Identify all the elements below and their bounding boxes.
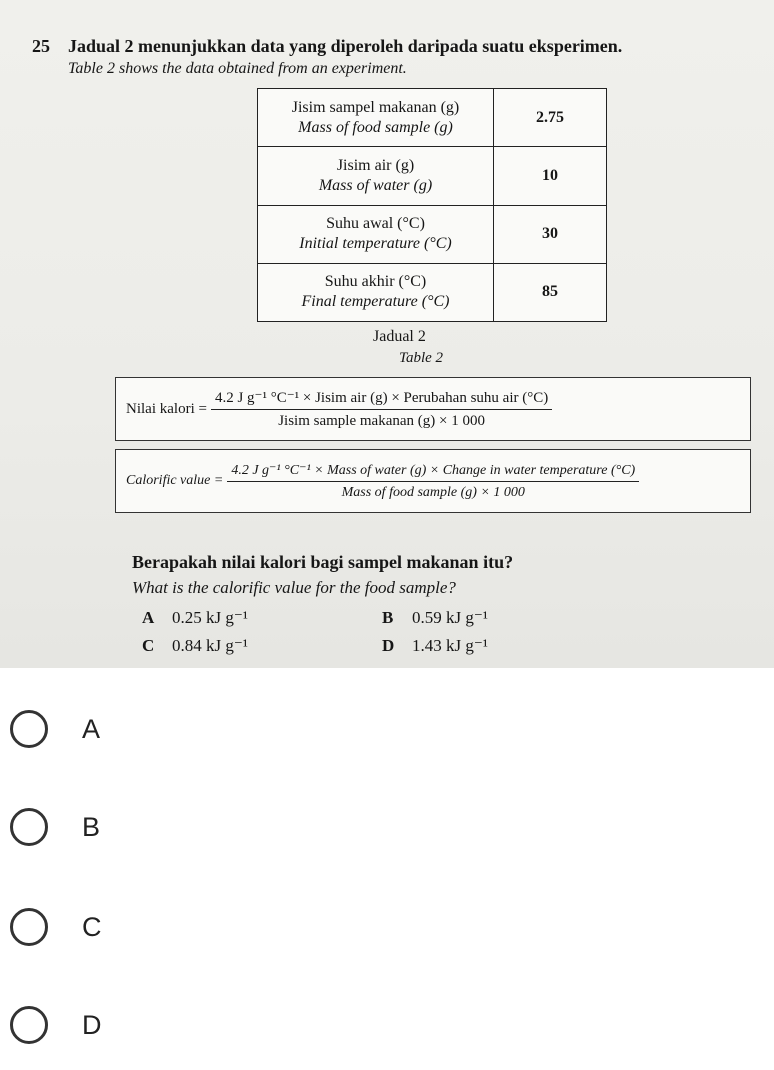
question-text-en: Table 2 shows the data obtained from an experiment. <box>68 60 407 77</box>
choice-label[interactable]: A <box>82 713 101 744</box>
choice-label[interactable]: B <box>82 811 101 842</box>
option-text: 0.84 kJ g⁻¹ <box>172 636 248 655</box>
radio-button-icon[interactable] <box>10 710 48 748</box>
formula-denominator: Jisim sample makanan (g) × 1 000 <box>278 413 485 429</box>
choice-c[interactable] <box>10 905 102 949</box>
question-number: 25 <box>32 36 50 56</box>
table-row <box>258 205 607 263</box>
ask-text-en: What is the calorific value for the food sample? <box>132 578 456 597</box>
table-row <box>258 147 607 205</box>
radio-button-icon[interactable] <box>10 908 48 946</box>
option-d <box>382 636 488 656</box>
formula-denominator: Mass of food sample (g) × 1 000 <box>341 484 525 500</box>
choice-d[interactable] <box>10 1003 102 1047</box>
formula-numerator: 4.2 J g⁻¹ °C⁻¹ × Mass of water (g) × Change in water temperature (°C) <box>227 462 639 482</box>
choice-label[interactable]: C <box>82 911 102 942</box>
question-text-ms: Jadual 2 menunjukkan data yang diperoleh daripada suatu eksperimen. <box>68 36 623 56</box>
radio-button-icon[interactable] <box>10 808 48 846</box>
choice-b[interactable] <box>10 805 100 849</box>
option-c <box>142 636 248 656</box>
row-value: 85 <box>494 263 607 321</box>
row-label-ms: Suhu awal (°C) <box>326 215 425 233</box>
row-label-ms: Jisim air (g) <box>336 156 415 174</box>
formula-numerator: 4.2 J g⁻¹ °C⁻¹ × Jisim air (g) × Perubahan suhu air (°C) <box>211 388 552 410</box>
data-table <box>257 88 607 322</box>
row-label-en: Initial temperature (°C) <box>299 235 452 253</box>
formula-fraction <box>227 462 639 501</box>
choice-a[interactable] <box>10 707 100 751</box>
ask-text-ms: Berapakah nilai kalori bagi sampel makanan itu? <box>132 552 514 572</box>
option-text: 0.25 kJ g⁻¹ <box>172 608 248 627</box>
option-text: 1.43 kJ g⁻¹ <box>412 636 488 655</box>
option-letter: C <box>142 636 155 655</box>
row-label-ms: Jisim sampel makanan (g) <box>291 98 460 116</box>
formula-label: Calorific value = <box>126 473 224 488</box>
option-letter: B <box>382 608 394 627</box>
formula-box-ms <box>115 377 751 441</box>
option-b <box>382 608 488 628</box>
choice-label[interactable]: D <box>82 1009 102 1040</box>
option-text: 0.59 kJ g⁻¹ <box>412 608 488 627</box>
row-value: 10 <box>494 147 607 205</box>
table-caption-en: Table 2 <box>399 350 444 366</box>
row-label-en: Final temperature (°C) <box>301 293 450 311</box>
option-a <box>142 608 248 628</box>
option-letter: A <box>142 608 155 627</box>
formula-fraction <box>211 388 552 430</box>
option-letter: D <box>382 636 395 655</box>
table-row <box>258 89 607 147</box>
table-row <box>258 263 607 321</box>
formula-box-en <box>115 449 751 513</box>
table-caption-ms: Jadual 2 <box>373 328 426 345</box>
row-label-en: Mass of water (g) <box>318 176 433 194</box>
row-value: 30 <box>494 205 607 263</box>
row-value: 2.75 <box>494 89 607 147</box>
formula-label: Nilai kalori = <box>126 400 207 417</box>
row-label-en: Mass of food sample (g) <box>298 118 453 136</box>
radio-button-icon[interactable] <box>10 1006 48 1044</box>
row-label-ms: Suhu akhir (°C) <box>324 273 427 291</box>
